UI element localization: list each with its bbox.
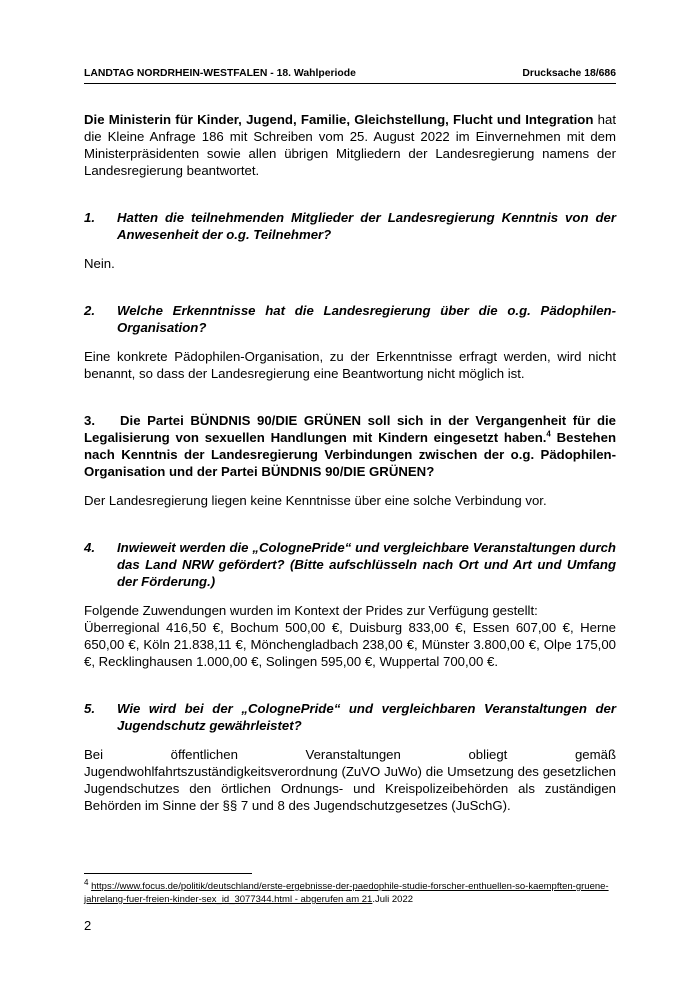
header-title: LANDTAG NORDRHEIN-WESTFALEN - 18. Wahlperiode bbox=[84, 68, 356, 79]
intro-text: hat die Kleine Anfrage 186 mit Schreiben vom 25. August 2022 im Einvernehmen mit dem Ministerpräsidenten sowie allen übrigen Mitgliedern der Landesregierung namens der Landesregierung beantwortet. bbox=[84, 112, 616, 178]
question-5 bbox=[84, 700, 616, 734]
document-body bbox=[84, 111, 616, 844]
question-text bbox=[84, 412, 616, 480]
question-text: Hatten die teilnehmenden Mitglieder der Landesregierung Kenntnis von der Anwesenheit der o.g. Teilnehmer? bbox=[117, 210, 616, 242]
question-number: 2. bbox=[84, 303, 95, 318]
answer-4-amounts: Überregional 416,50 €, Bochum 500,00 €, Duisburg 833,00 €, Essen 607,00 €, Herne 650,00 €, Köln 21.838,11 €, Mönchengladbach 238,00 €, Münster 3.800,00 €, Olpe 175,00 €, Recklinghausen 1.000,00 €, Solingen 595,00 €, Wuppertal 700,00 €. bbox=[84, 620, 616, 669]
question-text-part-b: Bestehen nach Kenntnis der Landesregierung Verbindungen zwischen der o.g. Pädophilen-Organisation und der Partei BÜNDNIS 90/DIE GRÜNEN? bbox=[84, 430, 617, 479]
page-number: 2 bbox=[84, 918, 92, 933]
question-number: 3. bbox=[84, 413, 95, 428]
footnote-reference[interactable]: 4 bbox=[546, 429, 551, 439]
footnote-separator bbox=[84, 873, 252, 874]
question-2 bbox=[84, 302, 616, 336]
intro-paragraph bbox=[84, 111, 616, 179]
answer-2: Eine konkrete Pädophilen-Organisation, zu der Erkenntnisse erfragt werden, wird nicht benannt, so dass der Landesregierung eine Beantwortung nicht möglich ist. bbox=[84, 349, 616, 381]
question-number: 5. bbox=[84, 701, 95, 716]
question-text: Wie wird bei der „ColognePride“ und vergleichbaren Veranstaltungen der Jugendschutz gewährleistet? bbox=[117, 701, 616, 733]
question-number: 4. bbox=[84, 540, 95, 555]
question-4 bbox=[84, 539, 616, 590]
answer-5: Bei öffentlichen Veranstaltungen obliegt gemäß Jugendwohlfahrtszuständigkeitsverordnung (ZuVO JuWo) die Umsetzung des gesetzlichen Jugendschutzes den örtlichen Ordnungs- und Kreispolizeibehörden als zuständigen Behörden im Sinne der §§ 7 und 8 des Jugendschutzgesetzes (JuSchG). bbox=[84, 747, 616, 813]
footnote-link[interactable]: https://www.focus.de/politik/deutschland/erste-ergebnisse-der-paedophile-studie-forscher-enthuellen-so-kaempften-gruene-jahrelang-fuer-freien-kinder-sex_id_3077344.html - abgerufen am 21 bbox=[84, 881, 609, 905]
question-1 bbox=[84, 209, 616, 243]
footnote-suffix: .Juli 2022 bbox=[372, 894, 414, 905]
intro-bold: Die Ministerin für Kinder, Jugend, Familie, Gleichstellung, Flucht und Integration bbox=[84, 112, 594, 127]
page-header bbox=[84, 68, 616, 84]
question-3 bbox=[84, 412, 616, 480]
question-text-part-a: Die Partei BÜNDNIS 90/DIE GRÜNEN soll sich in der Vergangenheit für die Legalisierung von sexuellen Handlungen mit Kindern eingesetzt haben. bbox=[84, 413, 616, 445]
answer-1: Nein. bbox=[84, 256, 115, 271]
question-text: Inwieweit werden die „ColognePride“ und vergleichbare Veranstaltungen durch das Land NRW gefördert? (Bitte aufschlüsseln nach Ort und Art und Umfang der Förderung.) bbox=[117, 540, 616, 589]
question-number: 1. bbox=[84, 210, 95, 225]
answer-4-intro: Folgende Zuwendungen wurden im Kontext der Prides zur Verfügung gestellt: bbox=[84, 603, 538, 618]
footnote-number: 4 bbox=[84, 877, 89, 887]
footnote bbox=[84, 877, 616, 906]
question-text: Welche Erkenntnisse hat die Landesregierung über die o.g. Pädophilen-Organisation? bbox=[117, 303, 616, 335]
answer-3: Der Landesregierung liegen keine Kenntnisse über eine solche Verbindung vor. bbox=[84, 493, 547, 508]
document-number: Drucksache 18/686 bbox=[522, 68, 616, 79]
